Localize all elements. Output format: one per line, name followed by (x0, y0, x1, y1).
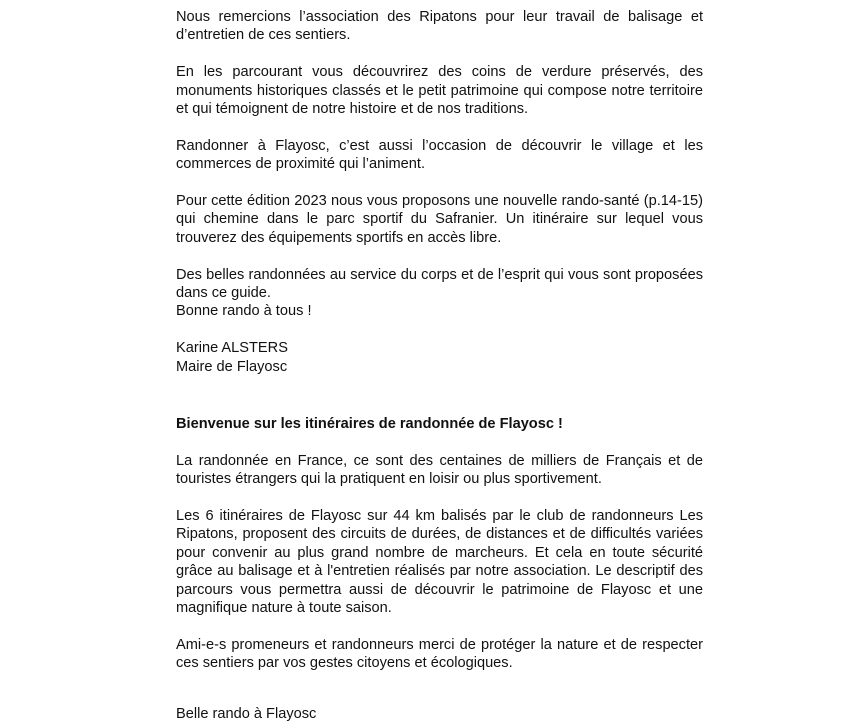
spacer (176, 433, 703, 451)
section-heading: Bienvenue sur les itinéraires de randonnée de Flayosc ! (176, 416, 563, 433)
paragraph-protect-nature: Ami-e-s promeneurs et randonneurs merci de protéger la nature et de respecter ces sentiers par vos gestes citoyens et écologiques. (176, 636, 703, 672)
paragraph-itineraires: Les 6 itinéraires de Flayosc sur 44 km balisés par le club de randonneurs Les Ripatons, proposent des circuits de durées, de distances et de difficultés variées pour convenir au plus grand nombre de marcheurs. Et cela en toute sécurité grâce au balisage et à l'entretien réalisés par notre association. Le descriptif des parcours vous permettra aussi de découvrir le patrimoine de Flayosc et une magnifique nature à toute saison. (176, 508, 703, 617)
paragraph-randonnee-france: La randonnée en France, ce sont des centaines de milliers de Français et de touristes étrangers qui la pratiquent en loisir ou plus sportivement. (176, 452, 703, 488)
spacer (176, 118, 703, 136)
paragraph-guide: Des belles randonnées au service du corps et de l’esprit qui vous sont proposées dans ce guide. (176, 266, 703, 302)
spacer (176, 376, 703, 415)
spacer (176, 321, 703, 339)
spacer (176, 617, 703, 635)
paragraph-edition-2023: Pour cette édition 2023 nous vous proposons une nouvelle rando-santé (p.14-15) qui chemine dans le parc sportif du Safranier. Un itinéraire sur lequel vous trouverez des équipements sportifs en accès libre. (176, 193, 703, 246)
spacer (176, 489, 703, 507)
paragraph-village: Randonner à Flayosc, c’est aussi l’occasion de découvrir le village et les commerces de proximité qui l’animent. (176, 137, 703, 173)
closing-line: Bonne rando à tous ! (176, 303, 312, 320)
spacer (176, 45, 703, 63)
spacer (176, 247, 703, 265)
document-page (176, 8, 703, 723)
spacer (176, 673, 703, 705)
spacer (176, 174, 703, 192)
final-line: Belle rando à Flayosc (176, 705, 317, 722)
paragraph-discover: En les parcourant vous découvrirez des coins de verdure préservés, des monuments historiques classés et le petit patrimoine qui compose notre territoire et qui témoignent de notre histoire et de nos traditions. (176, 64, 703, 118)
signature-name: Karine ALSTERS (176, 340, 288, 357)
paragraph-thanks: Nous remercions l’association des Ripatons pour leur travail de balisage et d’entretien de ces sentiers. (176, 9, 703, 44)
signature-title: Maire de Flayosc (176, 358, 288, 375)
